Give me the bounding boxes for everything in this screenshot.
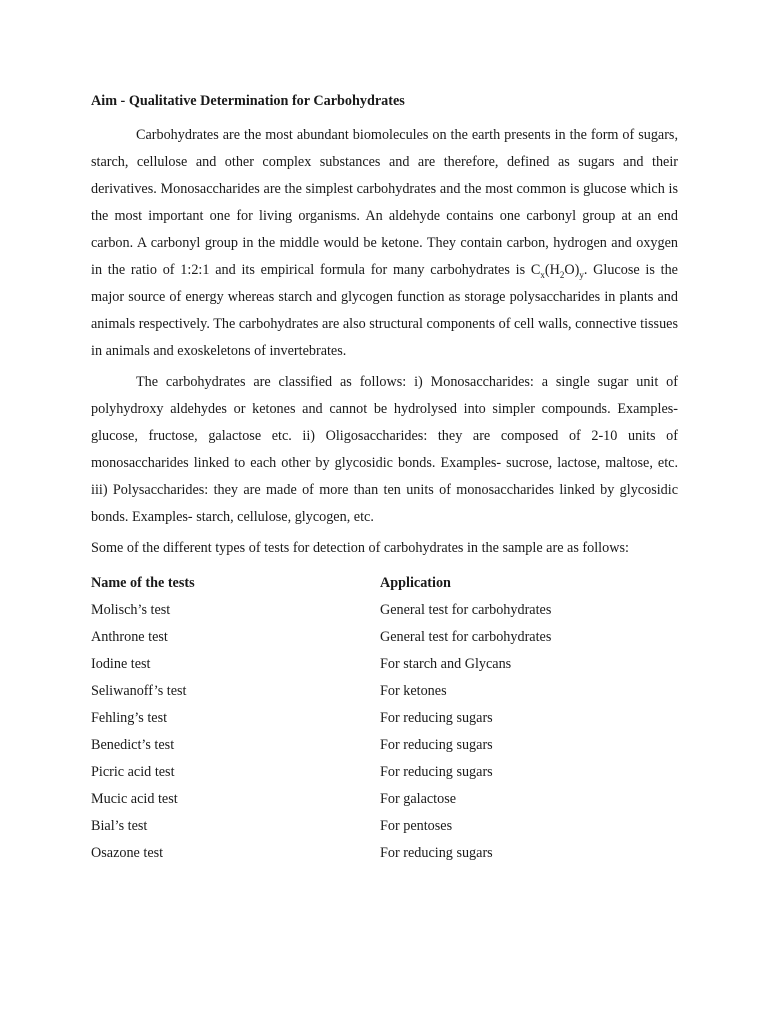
table-row — [91, 732, 678, 759]
test-application: For galactose — [380, 791, 457, 807]
header-test-name: Name of the tests — [91, 575, 195, 591]
test-application: For pentoses — [380, 818, 453, 834]
formula-sub-y: y — [579, 269, 584, 280]
intro-paragraph — [91, 122, 678, 365]
formula-sub-2: 2 — [559, 269, 565, 280]
formula-o: O) — [564, 262, 580, 278]
table-row — [91, 651, 678, 678]
header-application: Application — [380, 575, 451, 591]
tests-table — [91, 570, 678, 867]
test-name: Bial’s test — [91, 818, 148, 834]
table-row — [91, 840, 678, 867]
test-name: Molisch’s test — [91, 602, 171, 618]
test-application: For reducing sugars — [380, 710, 493, 726]
empirical-formula — [531, 262, 584, 278]
document-content — [91, 91, 678, 867]
test-name: Seliwanoff’s test — [91, 683, 187, 699]
test-name: Osazone test — [91, 845, 164, 861]
test-application: For reducing sugars — [380, 737, 493, 753]
formula-c: C — [530, 262, 541, 278]
test-application: For reducing sugars — [380, 845, 493, 861]
intro-text-after-formula: . Glucose is the major source of energy whereas starch and glycogen function as storage polysaccharides in plants and animals respectively. The carbohydrates are also structural components of cell walls, connective tissues in animals and exoskeletons of invertebrates. — [91, 262, 678, 359]
test-name: Anthrone test — [91, 629, 168, 645]
table-row — [91, 678, 678, 705]
table-row — [91, 705, 678, 732]
table-row — [91, 597, 678, 624]
test-name: Mucic acid test — [91, 791, 178, 807]
table-row — [91, 624, 678, 651]
page-title: Aim - Qualitative Determination for Carbohydrates — [91, 93, 405, 109]
table-header-row — [91, 570, 678, 597]
test-name: Fehling’s test — [91, 710, 168, 726]
table-row — [91, 786, 678, 813]
test-application: For starch and Glycans — [380, 656, 512, 672]
test-application: General test for carbohydrates — [380, 629, 552, 645]
table-row — [91, 813, 678, 840]
intro-text-before-formula: Carbohydrates are the most abundant biomolecules on the earth presents in the form of sugars, starch, cellulose and other complex substances and are therefore, defined as sugars and their derivatives. Monosaccharides are the simplest carbohydrates and the most common is glucose which is the most important one for living organisms. An aldehyde contains one carbonyl group at an end carbon. A carbonyl group in the middle would be ketone. They contain carbon, hydrogen and oxygen in the ratio of 1:2:1 and its empirical formula for many carbohydrates is — [91, 127, 678, 278]
test-application: For ketones — [380, 683, 447, 699]
tests-intro-paragraph: Some of the different types of tests for detection of carbohydrates in the sample are as follows: — [91, 540, 629, 556]
classification-paragraph: The carbohydrates are classified as follows: i) Monosaccharides: a single sugar unit of polyhydroxy aldehydes or ketones and cannot be hydrolysed into simpler compounds. Examples- glucose, fructose, galactose etc. ii) Oligosaccharides: they are composed of 2-10 units of monosaccharides linked to each other by glycosidic bonds. Examples- sucrose, lactose, maltose, etc. iii) Polysaccharides: they are made of more than ten units of monosaccharides linked by glycosidic bonds. Examples- starch, cellulose, glycogen, etc. — [91, 374, 678, 525]
test-name: Iodine test — [91, 656, 151, 672]
table-row — [91, 759, 678, 786]
formula-h: (H — [544, 262, 560, 278]
test-application: General test for carbohydrates — [380, 602, 552, 618]
formula-sub-x: x — [540, 269, 545, 280]
test-name: Picric acid test — [91, 764, 175, 780]
test-name: Benedict’s test — [91, 737, 175, 753]
test-application: For reducing sugars — [380, 764, 493, 780]
